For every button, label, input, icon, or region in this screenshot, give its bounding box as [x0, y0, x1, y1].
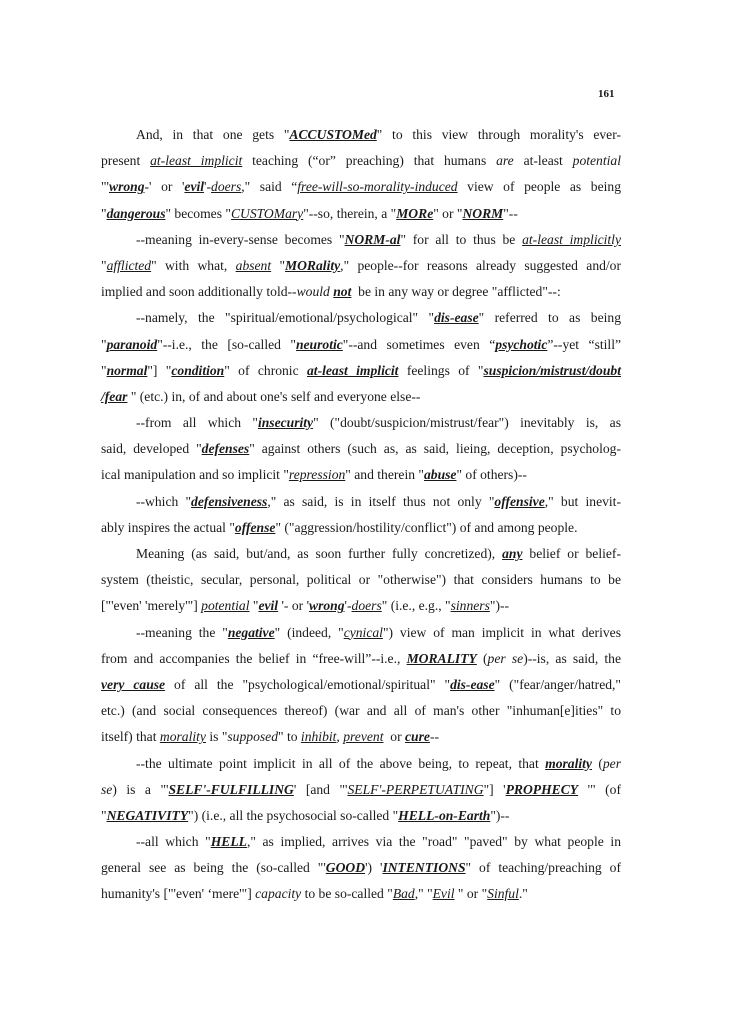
emphasized-term: dis-ease — [450, 676, 495, 692]
text-segment: --the ultimate point implicit in all of the above being, to repeat, that — [136, 755, 546, 771]
text-segment: etc.) (and social consequences thereof) (war and all of man's other "inhuman[e]ities" to — [101, 703, 621, 719]
emphasized-term: offensive — [494, 493, 545, 509]
text-line — [101, 620, 621, 646]
text-segment: implied and soon additionally told-- — [101, 284, 297, 300]
emphasized-term: not — [333, 284, 352, 300]
text-segment: -' or ' — [144, 179, 185, 195]
text-segment: to be so-called " — [301, 886, 393, 902]
text-segment: "--i.e., the [so-called " — [157, 336, 296, 352]
text-segment: "-- — [503, 205, 518, 221]
text-line — [101, 201, 621, 227]
text-segment: " becomes " — [165, 205, 231, 221]
emphasized-term: wrong — [309, 598, 345, 614]
emphasized-term: negative — [227, 624, 275, 640]
text-segment: ' [and "' — [293, 781, 348, 797]
emphasized-term: potential — [572, 153, 621, 169]
emphasized-term: cynical — [343, 624, 383, 640]
text-segment: ") (i.e., all the psychosocial so-called " — [188, 807, 399, 823]
text-segment: " — [101, 257, 107, 273]
text-segment: " (indeed, " — [274, 624, 344, 640]
emphasized-term: HELL-on-Earth — [398, 807, 491, 823]
emphasized-term: repression — [288, 467, 346, 483]
emphasized-term: per — [602, 755, 621, 771]
emphasized-term: neurotic — [295, 336, 343, 352]
emphasized-term: paranoid — [106, 336, 158, 352]
text-line — [101, 803, 621, 829]
text-segment: " against others (such as, as said, lieing, deception, psycholog- — [249, 441, 621, 457]
text-segment: " to — [278, 729, 301, 745]
text-line — [101, 384, 621, 410]
text-segment: Meaning (as said, but/and, as soon further fully concretized), — [136, 546, 503, 561]
text-segment: --all which " — [136, 834, 211, 850]
text-segment: --meaning in-every-sense becomes " — [136, 231, 345, 247]
text-line — [101, 462, 621, 488]
emphasized-term: Evil — [432, 886, 455, 902]
emphasized-term: NORM-al — [344, 231, 401, 247]
text-segment: ( — [476, 650, 488, 666]
text-segment: said, developed " — [101, 441, 202, 457]
text-segment: " referred to as being — [478, 310, 622, 326]
emphasized-term: prevent — [343, 729, 384, 745]
text-segment: ical manipulation and so implicit " — [101, 467, 289, 483]
emphasized-term: MORALITY — [406, 650, 477, 666]
text-segment: ," but inevit- — [544, 493, 621, 509]
text-segment: ," as said, is in itself thus not only " — [267, 493, 495, 509]
text-segment: --which " — [136, 493, 192, 509]
text-segment: ( — [591, 755, 603, 771]
text-segment: " ("aggression/hostility/conflict") of and among people. — [275, 519, 578, 535]
text-segment: And, in that one gets " — [136, 127, 290, 142]
text-segment: humanity's ["'even' ‘mere'"] — [101, 886, 256, 902]
text-segment: ," as implied, arrives via the "road" "paved" by what people in — [246, 834, 621, 850]
text-segment: " or " — [454, 886, 488, 902]
emphasized-term: /fear — [101, 388, 128, 404]
text-segment: , — [336, 729, 344, 745]
emphasized-term: NEGATIVITY — [106, 807, 189, 823]
emphasized-term: defenses — [201, 441, 250, 457]
emphasized-term: suspicion/mistrust/doubt — [483, 362, 621, 378]
emphasized-term: cure — [405, 729, 430, 745]
emphasized-term: psychotic — [495, 336, 548, 352]
text-line — [101, 593, 621, 619]
emphasized-term: Bad — [392, 886, 415, 902]
emphasized-term: afflicted — [106, 257, 152, 273]
text-line — [101, 698, 621, 724]
emphasized-term: defensiveness — [191, 493, 268, 509]
text-line — [101, 279, 621, 305]
text-line — [101, 672, 621, 698]
text-segment: --from all which " — [136, 415, 258, 431]
text-segment: " with what, — [151, 257, 236, 273]
emphasized-term: GOOD — [325, 860, 366, 876]
emphasized-term: ACCUSTOMed — [289, 127, 377, 142]
text-segment: present — [101, 153, 151, 169]
text-line — [101, 829, 621, 855]
emphasized-term: evil — [184, 179, 205, 195]
emphasized-term: MORality — [285, 257, 341, 273]
emphasized-term: morality — [159, 729, 206, 745]
text-segment: " to this view through morality's ever- — [376, 127, 621, 142]
text-segment: view of people as being — [457, 179, 621, 195]
text-segment: --meaning the " — [136, 624, 228, 640]
text-segment: ”--yet “still” — [547, 336, 622, 352]
text-segment: ." — [518, 886, 528, 902]
text-segment: ")-- — [490, 807, 510, 823]
text-line — [101, 227, 621, 253]
emphasized-term: at-least implicitly — [522, 231, 621, 247]
text-segment: " for all to thus be — [400, 231, 523, 247]
text-segment: " — [101, 807, 107, 823]
emphasized-term: normal — [106, 362, 148, 378]
emphasized-term: MORe — [396, 205, 434, 221]
text-segment: "' — [101, 179, 109, 195]
text-line — [101, 253, 621, 279]
emphasized-term: se — [101, 781, 113, 797]
text-segment: "] " — [147, 362, 172, 378]
text-segment: " of chronic — [224, 362, 307, 378]
text-segment: "--so, therein, a " — [303, 205, 397, 221]
text-segment: " (i.e., e.g., " — [381, 598, 451, 614]
text-segment: ," " — [414, 886, 433, 902]
text-line — [101, 751, 621, 777]
text-segment: itself) that — [101, 729, 160, 745]
text-segment: be in any way or degree "afflicted"--: — [351, 284, 561, 300]
emphasized-term: HELL — [210, 834, 247, 850]
text-segment: "] ' — [483, 781, 506, 797]
text-line — [101, 777, 621, 803]
text-line — [101, 515, 621, 541]
emphasized-term: doers — [351, 598, 382, 614]
emphasized-term: morality — [545, 755, 592, 771]
text-segment: ")-- — [489, 598, 510, 614]
emphasized-term: per se — [487, 650, 524, 666]
text-line — [101, 567, 621, 593]
emphasized-term: absent — [235, 257, 272, 273]
emphasized-term: at-least implicit — [150, 153, 243, 169]
body-text — [101, 122, 621, 908]
text-line — [101, 332, 621, 358]
text-segment: -- — [429, 729, 439, 745]
emphasized-term: are — [496, 153, 514, 169]
emphasized-term: SELF'-FULFILLING — [168, 781, 294, 797]
text-segment: '- — [344, 598, 352, 614]
text-segment: is " — [205, 729, 228, 745]
text-segment: belief or belief- — [522, 546, 621, 561]
text-segment: " — [101, 362, 107, 378]
text-segment: " — [101, 205, 107, 221]
text-segment: system (theistic, secular, personal, political or "otherwise") that considers humans to be — [101, 572, 621, 588]
text-line — [101, 541, 621, 567]
text-segment: " (etc.) in, of and about one's self and everyone else-- — [127, 388, 421, 404]
text-segment: '- — [204, 179, 212, 195]
text-segment: " — [249, 598, 259, 614]
text-segment: '" (of — [578, 781, 621, 797]
text-line — [101, 724, 621, 750]
emphasized-term: dis-ease — [434, 310, 479, 326]
emphasized-term: condition — [171, 362, 225, 378]
emphasized-term: at-least implicit — [307, 362, 399, 378]
text-segment: "--and sometimes even “ — [342, 336, 496, 352]
emphasized-term: sinners — [450, 598, 490, 614]
text-segment: --namely, the "spiritual/emotional/psychological" " — [136, 310, 435, 326]
text-line — [101, 489, 621, 515]
text-segment: at-least — [513, 153, 573, 169]
emphasized-term: dangerous — [106, 205, 166, 221]
emphasized-term: doers — [211, 179, 242, 195]
emphasized-term: any — [502, 546, 523, 561]
emphasized-term: offense — [234, 519, 276, 535]
text-segment: )--is, as said, the — [523, 650, 622, 666]
emphasized-term: SELF'-PERPETUATING — [347, 781, 484, 797]
text-segment: ably inspires the actual " — [101, 519, 235, 535]
text-segment: ) is a "' — [112, 781, 169, 797]
emphasized-term: inhibit — [300, 729, 337, 745]
emphasized-term: abuse — [423, 467, 457, 483]
text-line — [101, 174, 621, 200]
emphasized-term: free-will-so-morality-induced — [297, 179, 458, 195]
emphasized-term: capacity — [255, 886, 302, 902]
text-segment: '- or ' — [278, 598, 310, 614]
text-line — [101, 148, 621, 174]
text-segment: " — [271, 257, 286, 273]
text-segment: ") view of man implicit in what derives — [382, 624, 621, 640]
text-segment: ') ' — [365, 860, 383, 876]
emphasized-term: evil — [258, 598, 279, 614]
text-segment: " and therein " — [345, 467, 424, 483]
text-segment: " or " — [433, 205, 463, 221]
text-line — [101, 646, 621, 672]
emphasized-term: very cause — [101, 676, 166, 692]
emphasized-term: Sinful — [487, 886, 519, 902]
text-line — [101, 881, 621, 907]
emphasized-term: wrong — [109, 179, 145, 195]
text-segment: feelings of " — [398, 362, 484, 378]
text-line — [101, 358, 621, 384]
text-line — [101, 855, 621, 881]
text-segment: general see as being the (so-called "' — [101, 860, 326, 876]
emphasized-term: INTENTIONS — [382, 860, 466, 876]
emphasized-term: PROPHECY — [505, 781, 579, 797]
emphasized-term: insecurity — [257, 415, 314, 431]
text-segment: ," people--for reasons already suggested and/or — [340, 257, 622, 273]
emphasized-term: CUSTOMary — [230, 205, 304, 221]
text-segment: " of others)-- — [456, 467, 527, 483]
text-line — [101, 122, 621, 148]
text-segment: of all the "psychological/emotional/spiritual" " — [165, 676, 451, 692]
emphasized-term: supposed — [227, 729, 278, 745]
text-line — [101, 436, 621, 462]
text-segment: teaching (“or” preaching) that humans — [242, 153, 497, 169]
text-segment: or — [383, 729, 406, 745]
emphasized-term: NORM — [462, 205, 504, 221]
text-segment: ["'even' 'merely'"] — [101, 598, 202, 614]
text-segment: " ("doubt/suspicion/mistrust/fear") inevitably is, as — [313, 415, 622, 431]
emphasized-term: would — [296, 284, 334, 300]
text-segment: " of teaching/preaching of — [465, 860, 622, 876]
emphasized-term: potential — [201, 598, 250, 614]
text-segment: from and accompanies the belief in “free-will”--i.e., — [101, 650, 407, 666]
text-segment: " — [101, 336, 107, 352]
page-number: 161 — [598, 88, 615, 100]
text-segment: " ("fear/anger/hatred," — [494, 676, 621, 692]
text-segment: ," said “ — [241, 179, 298, 195]
text-line — [101, 410, 621, 436]
text-line — [101, 305, 621, 331]
